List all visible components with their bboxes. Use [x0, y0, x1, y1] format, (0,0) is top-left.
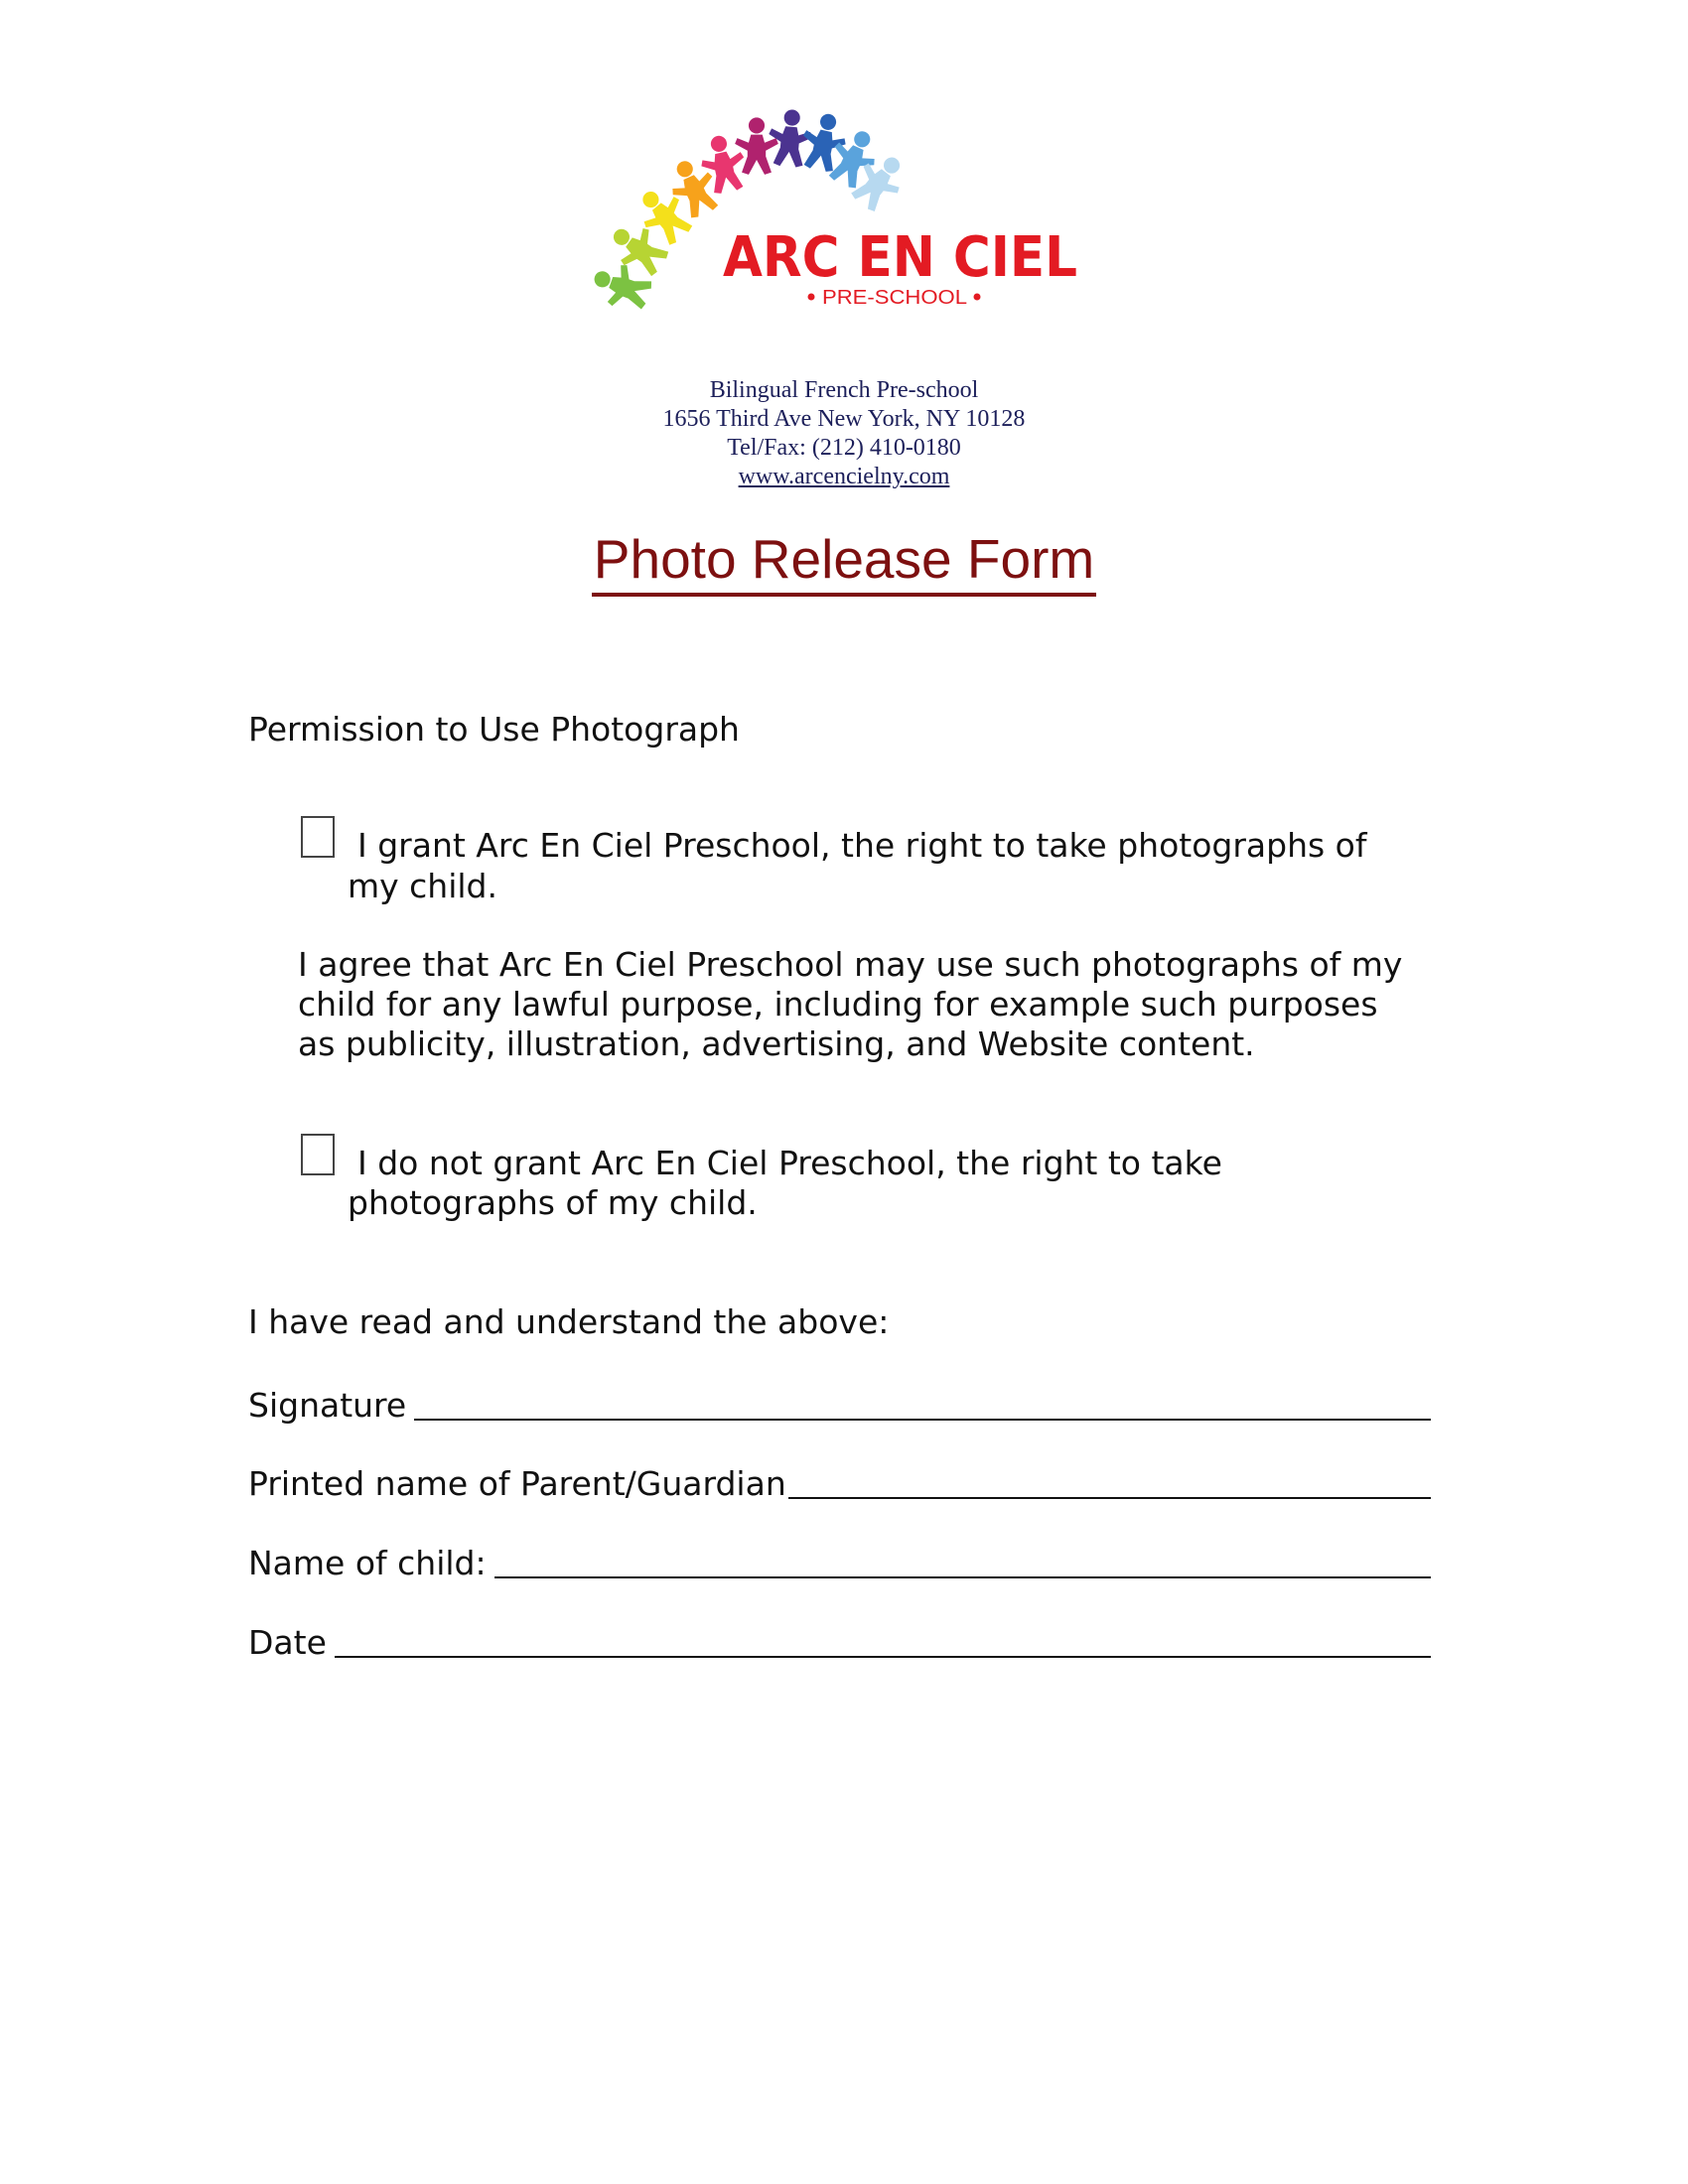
- signature-field[interactable]: [414, 1381, 1431, 1421]
- agreement-text-line2: child for any lawful purpose, including for example such purposes: [298, 985, 1378, 1024]
- parent-name-row: [248, 1460, 1431, 1504]
- agreement-text-line1: I agree that Arc En Ciel Preschool may use such photographs of my: [298, 945, 1403, 984]
- logo-dot-right-icon: [974, 294, 981, 301]
- child-name-row: [248, 1540, 1431, 1583]
- parent-name-label: Printed name of Parent/Guardian: [248, 1464, 786, 1503]
- school-website-text[interactable]: www.arcencielny.com: [738, 464, 950, 489]
- child-name-label: Name of child:: [248, 1544, 487, 1582]
- school-address: 1656 Third Ave New York, NY 10128: [662, 406, 1026, 432]
- date-label: Date: [248, 1623, 327, 1662]
- grant-permission-label-line1: I grant Arc En Ciel Preschool, the right to take photographs of: [357, 826, 1367, 865]
- form-title-wrapper: [0, 526, 1688, 597]
- logo-subtitle: PRE-SCHOOL: [822, 287, 967, 309]
- child-name-field[interactable]: [494, 1539, 1431, 1578]
- school-website-link[interactable]: [0, 463, 1688, 491]
- signature-label: Signature: [248, 1386, 407, 1425]
- acknowledgement-text: I have read and understand the above:: [248, 1302, 890, 1341]
- date-row: [248, 1619, 1431, 1663]
- signature-row: [248, 1382, 1431, 1426]
- parent-name-field[interactable]: [788, 1459, 1431, 1499]
- deny-permission-checkbox[interactable]: [301, 1134, 335, 1175]
- section-heading: Permission to Use Photograph: [248, 710, 740, 749]
- grant-permission-label-line2: my child.: [348, 867, 497, 905]
- agreement-text-line3: as publicity, illustration, advertising, and Website content.: [298, 1024, 1255, 1063]
- grant-permission-checkbox[interactable]: [301, 816, 335, 858]
- form-title: Photo Release Form: [592, 526, 1096, 597]
- paper-doll-figure-icon: [735, 117, 778, 174]
- school-logo: [586, 99, 1102, 328]
- date-field[interactable]: [335, 1618, 1431, 1658]
- logo-dot-left-icon: [808, 294, 815, 301]
- deny-permission-label-line2: photographs of my child.: [348, 1183, 758, 1222]
- school-tagline: Bilingual French Pre-school: [709, 377, 979, 403]
- deny-permission-label-line1: I do not grant Arc En Ciel Preschool, the right to take: [357, 1144, 1222, 1182]
- school-phone: Tel/Fax: (212) 410-0180: [727, 435, 961, 461]
- logo-wordmark: ARC EN CIEL: [723, 225, 1077, 290]
